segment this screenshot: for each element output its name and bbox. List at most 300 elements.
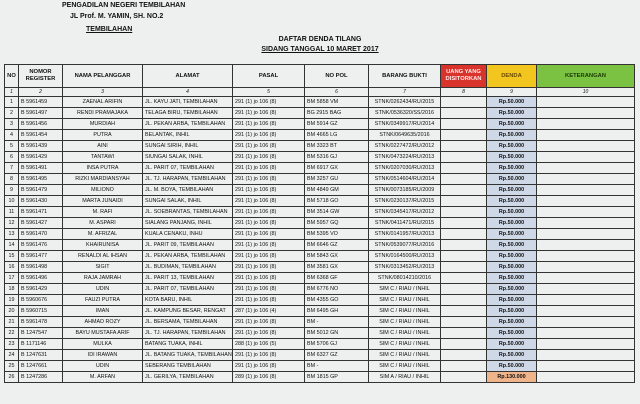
col-nopol: NO POL xyxy=(305,65,369,88)
evidence: STNK/0073185/RU/2009 xyxy=(369,185,441,196)
col-number: 1 xyxy=(5,88,19,97)
evidence: STNK/0411471/RU/2015 xyxy=(369,218,441,229)
offender-name: UDIN xyxy=(63,284,143,295)
offender-address: JL. TJ. HARAPAN, TEMBILAHAN xyxy=(143,174,233,185)
deposited-amount xyxy=(441,108,487,119)
evidence: STNK/0539077/RU/2016 xyxy=(369,240,441,251)
plate-number: BM 5914 GZ xyxy=(305,119,369,130)
fine-amount: Rp.50.000 xyxy=(487,240,537,251)
fine-amount: Rp.50.000 xyxy=(487,350,537,361)
table-row xyxy=(5,372,635,383)
deposited-amount xyxy=(441,163,487,174)
row-number: 7 xyxy=(5,163,19,174)
article: 289 (1) jo 106 (8) xyxy=(233,372,305,383)
article: 291 (1) jo 106 (8) xyxy=(233,240,305,251)
deposited-amount xyxy=(441,284,487,295)
notes xyxy=(537,130,635,141)
table-row xyxy=(5,207,635,218)
evidence: SIM A / RIAU / INHIL xyxy=(369,372,441,383)
deposited-amount xyxy=(441,141,487,152)
deposited-amount xyxy=(441,207,487,218)
offender-name: SIGIT xyxy=(63,262,143,273)
plate-number: BM 3514 GW xyxy=(305,207,369,218)
register-number: B 5961478 xyxy=(19,317,63,328)
col-number: 3 xyxy=(63,88,143,97)
register-number: B 1247547 xyxy=(19,328,63,339)
column-number-row xyxy=(5,88,635,97)
fine-amount: Rp.50.000 xyxy=(487,196,537,207)
table-row xyxy=(5,130,635,141)
fine-amount: Rp.50.000 xyxy=(487,262,537,273)
deposited-amount xyxy=(441,306,487,317)
row-number: 12 xyxy=(5,218,19,229)
fine-amount: Rp.50.000 xyxy=(487,97,537,108)
deposited-amount xyxy=(441,361,487,372)
deposited-amount xyxy=(441,240,487,251)
fine-amount: Rp.50.000 xyxy=(487,207,537,218)
offender-name: MURDIAH xyxy=(63,119,143,130)
fine-amount: Rp.50.000 xyxy=(487,361,537,372)
article: 291 (1) jo 106 (8) xyxy=(233,108,305,119)
offender-address: SIUNGAI SALAK, INHIL xyxy=(143,152,233,163)
row-number: 19 xyxy=(5,295,19,306)
table-row xyxy=(5,174,635,185)
table-row xyxy=(5,163,635,174)
row-number: 23 xyxy=(5,339,19,350)
plate-number: BM 5718 GO xyxy=(305,196,369,207)
table-row xyxy=(5,218,635,229)
plate-number: BM 6917 GX xyxy=(305,163,369,174)
register-number: B 5961497 xyxy=(19,108,63,119)
fine-amount: Rp.50.000 xyxy=(487,328,537,339)
offender-address: JL. PARIT 07, TEMBILAHAN xyxy=(143,284,233,295)
notes xyxy=(537,240,635,251)
offender-address: JL. BATANG TUAKA, TEMBILAHAN xyxy=(143,350,233,361)
row-number: 6 xyxy=(5,152,19,163)
table-row xyxy=(5,119,635,130)
register-number: B 5961496 xyxy=(19,273,63,284)
notes xyxy=(537,163,635,174)
table-row xyxy=(5,273,635,284)
register-number: B 5961430 xyxy=(19,196,63,207)
notes xyxy=(537,108,635,119)
article: 291 (1) jo 106 (8) xyxy=(233,174,305,185)
notes xyxy=(537,262,635,273)
article: 291 (1) jo 106 (8) xyxy=(233,130,305,141)
article: 291 (1) jo 106 (8) xyxy=(233,185,305,196)
fine-amount: Rp.50.000 xyxy=(487,163,537,174)
deposited-amount xyxy=(441,196,487,207)
row-number: 15 xyxy=(5,251,19,262)
row-number: 20 xyxy=(5,306,19,317)
table-row xyxy=(5,361,635,372)
notes xyxy=(537,196,635,207)
offender-name: M. ASPARI xyxy=(63,218,143,229)
court-name: PENGADILAN NEGERI TEMBILAHAN xyxy=(62,2,186,9)
col-name: NAMA PELANGGAR xyxy=(63,65,143,88)
fine-amount: Rp.50.000 xyxy=(487,119,537,130)
table-row xyxy=(5,196,635,207)
offender-address: BELANTAK, INHIL xyxy=(143,130,233,141)
notes xyxy=(537,350,635,361)
fine-amount: Rp.50.000 xyxy=(487,152,537,163)
table-row xyxy=(5,350,635,361)
register-number: B 5961477 xyxy=(19,251,63,262)
evidence: SIM C / RIAU / INHIL xyxy=(369,350,441,361)
row-number: 26 xyxy=(5,372,19,383)
evidence: STNK/0649635/2016 xyxy=(369,130,441,141)
notes xyxy=(537,339,635,350)
evidence: STNK/0164500/RU/2013 xyxy=(369,251,441,262)
offender-address: JL. PARIT 09, TEMBILAHAN xyxy=(143,240,233,251)
offender-address: JL. M. BOYA, TEMBILAHAN xyxy=(143,185,233,196)
register-number: B 5960676 xyxy=(19,295,63,306)
notes xyxy=(537,284,635,295)
evidence: SIM C / RIAU / INHIL xyxy=(369,361,441,372)
evidence: STNK/08014210/2016 xyxy=(369,273,441,284)
deposited-amount xyxy=(441,273,487,284)
col-number: 4 xyxy=(143,88,233,97)
notes xyxy=(537,97,635,108)
fine-amount: Rp.50.000 xyxy=(487,273,537,284)
offender-address: BATANG TUAKA, INHIL xyxy=(143,339,233,350)
fine-amount: Rp.50.000 xyxy=(487,130,537,141)
register-number: B 1171146 xyxy=(19,339,63,350)
table-row xyxy=(5,295,635,306)
offender-name: FAUZI PUTRA xyxy=(63,295,143,306)
row-number: 3 xyxy=(5,119,19,130)
evidence: SIM C / RIAU / INHIL xyxy=(369,306,441,317)
article: 291 (1) jo 106 (8) xyxy=(233,262,305,273)
offender-name: KHAIRUNISA xyxy=(63,240,143,251)
article: 291 (1) jo 106 (8) xyxy=(233,350,305,361)
plate-number: BM 3257 GU xyxy=(305,174,369,185)
notes xyxy=(537,251,635,262)
notes xyxy=(537,328,635,339)
row-number: 14 xyxy=(5,240,19,251)
col-address: ALAMAT xyxy=(143,65,233,88)
fine-amount: Rp.50.000 xyxy=(487,295,537,306)
deposited-amount xyxy=(441,152,487,163)
offender-address: SIALANG PANJANG, INHIL xyxy=(143,218,233,229)
evidence: STNK/0207030/RU/2013 xyxy=(369,163,441,174)
col-number: 5 xyxy=(233,88,305,97)
row-number: 10 xyxy=(5,196,19,207)
fine-table xyxy=(4,64,635,383)
plate-number: BM 6495 GH xyxy=(305,306,369,317)
notes xyxy=(537,273,635,284)
table-row xyxy=(5,317,635,328)
table-row xyxy=(5,108,635,119)
deposited-amount xyxy=(441,328,487,339)
fine-amount: Rp.50.000 xyxy=(487,284,537,295)
offender-name: IMAN xyxy=(63,306,143,317)
table-row xyxy=(5,306,635,317)
row-number: 25 xyxy=(5,361,19,372)
deposited-amount xyxy=(441,229,487,240)
offender-address: JL. BUDIMAN, TEMBILAHAN xyxy=(143,262,233,273)
fine-amount: Rp.50.000 xyxy=(487,229,537,240)
article: 291 (1) jo 106 (8) xyxy=(233,251,305,262)
plate-number: BM 6776 NO xyxy=(305,284,369,295)
offender-address: JL. PARIT 13, TEMBILAHAN xyxy=(143,273,233,284)
row-number: 1 xyxy=(5,97,19,108)
register-number: B 5961479 xyxy=(19,185,63,196)
plate-number: BM 5843 GX xyxy=(305,251,369,262)
article: 287 (1) jo 106 (4) xyxy=(233,306,305,317)
notes xyxy=(537,306,635,317)
notes xyxy=(537,141,635,152)
offender-address: TELAGA BIRU, TEMBILAHAN xyxy=(143,108,233,119)
register-number: B 5961429 xyxy=(19,152,63,163)
deposited-amount xyxy=(441,130,487,141)
col-number: 9 xyxy=(487,88,537,97)
court-city: TEMBILAHAN xyxy=(86,26,133,33)
row-number: 4 xyxy=(5,130,19,141)
evidence: STNK/0227472/RU/2012 xyxy=(369,141,441,152)
evidence: STNK/0230137/RU/2015 xyxy=(369,196,441,207)
notes xyxy=(537,229,635,240)
article: 291 (1) jo 106 (8) xyxy=(233,119,305,130)
col-number: 6 xyxy=(305,88,369,97)
deposited-amount xyxy=(441,372,487,383)
offender-address: JL. PEKAN ARBA, TEMBILAHAN xyxy=(143,251,233,262)
row-number: 9 xyxy=(5,185,19,196)
register-number: B 5961470 xyxy=(19,229,63,240)
deposited-amount xyxy=(441,251,487,262)
offender-name: RAJA JAMRAH xyxy=(63,273,143,284)
register-number: B 5961454 xyxy=(19,130,63,141)
article: 291 (1) jo 106 (8) xyxy=(233,218,305,229)
col-fine: DENDA xyxy=(487,65,537,88)
notes xyxy=(537,185,635,196)
notes xyxy=(537,152,635,163)
offender-address: KUALA CENAKU, INHU xyxy=(143,229,233,240)
notes xyxy=(537,119,635,130)
col-number: 10 xyxy=(537,88,635,97)
plate-number: BM 3581 GX xyxy=(305,262,369,273)
plate-number: BM - xyxy=(305,361,369,372)
article: 288 (1) jo 106 (5) xyxy=(233,339,305,350)
evidence: SIM C / RIAU / INHIL xyxy=(369,284,441,295)
offender-name: UDIN xyxy=(63,361,143,372)
table-row xyxy=(5,229,635,240)
offender-name: MILIONO xyxy=(63,185,143,196)
notes xyxy=(537,295,635,306)
evidence: STNK/0536320/SS/2016 xyxy=(369,108,441,119)
offender-address: JL. PARIT 07, TEMBILAHAN xyxy=(143,163,233,174)
article: 291 (1) jo 106 (8) xyxy=(233,317,305,328)
table-row xyxy=(5,251,635,262)
table-header xyxy=(5,65,635,88)
offender-name: ZAENAL ARIFIN xyxy=(63,97,143,108)
article: 291 (1) jo 106 (8) xyxy=(233,97,305,108)
register-number: B 1247631 xyxy=(19,350,63,361)
plate-number: BM 6646 GZ xyxy=(305,240,369,251)
offender-address: SUNGAI SIRIH, INHIL xyxy=(143,141,233,152)
fine-amount: Rp.50.000 xyxy=(487,141,537,152)
deposited-amount xyxy=(441,174,487,185)
table-row xyxy=(5,240,635,251)
offender-address: SEBERANG TEMBILAHAN xyxy=(143,361,233,372)
notes xyxy=(537,317,635,328)
deposited-amount xyxy=(441,317,487,328)
offender-name: MARTA JUNAIDI xyxy=(63,196,143,207)
deposited-amount xyxy=(441,295,487,306)
offender-name: PUTRA xyxy=(63,130,143,141)
offender-name: RENALDI AL IHSAN xyxy=(63,251,143,262)
article: 291 (1) jo 106 (8) xyxy=(233,328,305,339)
evidence: STNK/0313452/RU/2013 xyxy=(369,262,441,273)
plate-number: BM 3323 BT xyxy=(305,141,369,152)
col-evidence: BARANG BUKTI xyxy=(369,65,441,88)
row-number: 13 xyxy=(5,229,19,240)
register-number: B 5960715 xyxy=(19,306,63,317)
table-row xyxy=(5,328,635,339)
deposited-amount xyxy=(441,97,487,108)
article: 291 (1) jo 106 (8) xyxy=(233,152,305,163)
table-row xyxy=(5,185,635,196)
article: 291 (1) jo 106 (8) xyxy=(233,196,305,207)
plate-number: BM 5706 GJ xyxy=(305,339,369,350)
row-number: 18 xyxy=(5,284,19,295)
table-row xyxy=(5,262,635,273)
register-number: B 5961439 xyxy=(19,141,63,152)
plate-number: BM 5012 GN xyxy=(305,328,369,339)
register-number: B 5961476 xyxy=(19,240,63,251)
fine-amount: Rp.50.000 xyxy=(487,317,537,328)
deposited-amount xyxy=(441,339,487,350)
offender-address: JL. BERSAMA, TEMBILAHAN xyxy=(143,317,233,328)
table-body xyxy=(5,97,635,383)
register-number: B 5961498 xyxy=(19,262,63,273)
plate-number: BM 6368 GF xyxy=(305,273,369,284)
notes xyxy=(537,218,635,229)
notes xyxy=(537,174,635,185)
col-number: 8 xyxy=(441,88,487,97)
row-number: 2 xyxy=(5,108,19,119)
fine-amount: Rp.50.000 xyxy=(487,339,537,350)
offender-address: JL. KAMPUNG BESAR, RENGAT xyxy=(143,306,233,317)
offender-name: AINI xyxy=(63,141,143,152)
col-deposited: UANG YANG DISITORKAN xyxy=(441,65,487,88)
offender-name: AHMAD ROZY xyxy=(63,317,143,328)
evidence: STNK/0473224/RU/2013 xyxy=(369,152,441,163)
offender-name: MULKA xyxy=(63,339,143,350)
deposited-amount xyxy=(441,262,487,273)
fine-amount: Rp.50.000 xyxy=(487,251,537,262)
fine-amount: Rp.50.000 xyxy=(487,306,537,317)
offender-address: JL. PEKAN ARBA, TEMBILAHAN xyxy=(143,119,233,130)
plate-number: BM 4849 GM xyxy=(305,185,369,196)
offender-name: M. ARFAN xyxy=(63,372,143,383)
table-row xyxy=(5,284,635,295)
register-number: B 1247661 xyxy=(19,361,63,372)
col-number: 7 xyxy=(369,88,441,97)
offender-address: JL. TJ. HARAPAN, TEMBILAHAN xyxy=(143,328,233,339)
fine-amount: Rp.50.000 xyxy=(487,108,537,119)
plate-number: BM 4665 LG xyxy=(305,130,369,141)
table-row xyxy=(5,152,635,163)
deposited-amount xyxy=(441,350,487,361)
table-row xyxy=(5,97,635,108)
evidence: SIM C / RIAU / INHIL xyxy=(369,339,441,350)
plate-number: BM 5957 GQ xyxy=(305,218,369,229)
evidence: STNK/0514604/RU/2014 xyxy=(369,174,441,185)
offender-name: RIZKI MARDIANSYAH xyxy=(63,174,143,185)
offender-address: JL. SOEBRANTAS, TEMBILAHAN xyxy=(143,207,233,218)
fine-amount: Rp.50.000 xyxy=(487,185,537,196)
plate-number: BM 4355 GO xyxy=(305,295,369,306)
col-pasal: PASAL xyxy=(233,65,305,88)
col-number: 2 xyxy=(19,88,63,97)
plate-number: BG 2915 BAG xyxy=(305,108,369,119)
row-number: 22 xyxy=(5,328,19,339)
register-number: B 5961456 xyxy=(19,119,63,130)
row-number: 16 xyxy=(5,262,19,273)
article: 291 (1) jo 106 (8) xyxy=(233,141,305,152)
plate-number: BM 5858 VM xyxy=(305,97,369,108)
evidence: STNK/0141957/RU/2013 xyxy=(369,229,441,240)
plate-number: BM 5316 GJ xyxy=(305,152,369,163)
fine-amount: Rp.130.000 xyxy=(487,372,537,383)
notes xyxy=(537,372,635,383)
article: 291 (1) jo 106 (8) xyxy=(233,284,305,295)
offender-name: RENDI PRAMAJAKA xyxy=(63,108,143,119)
plate-number: BM 1815 GP xyxy=(305,372,369,383)
row-number: 11 xyxy=(5,207,19,218)
row-number: 24 xyxy=(5,350,19,361)
article: 291 (1) jo 106 (8) xyxy=(233,273,305,284)
register-number: B 5961459 xyxy=(19,97,63,108)
plate-number: BM 5395 VO xyxy=(305,229,369,240)
evidence: STNK/0345417/RU/2012 xyxy=(369,207,441,218)
document-title: DAFTAR DENDA TILANG xyxy=(278,36,362,43)
deposited-amount xyxy=(441,185,487,196)
notes xyxy=(537,361,635,372)
session-date: SIDANG TANGGAL 10 MARET 2017 xyxy=(261,46,379,53)
plate-number: BM 6327 GZ xyxy=(305,350,369,361)
plate-number: BM - xyxy=(305,317,369,328)
offender-address: SUNGAI SALAK, INHIL xyxy=(143,196,233,207)
deposited-amount xyxy=(441,119,487,130)
register-number: B 5961429 xyxy=(19,284,63,295)
row-number: 8 xyxy=(5,174,19,185)
notes xyxy=(537,207,635,218)
article: 291 (1) jo 106 (8) xyxy=(233,361,305,372)
row-number: 5 xyxy=(5,141,19,152)
row-number: 17 xyxy=(5,273,19,284)
register-number: B 5961427 xyxy=(19,218,63,229)
col-register: NOMOR REGISTER xyxy=(19,65,63,88)
deposited-amount xyxy=(441,218,487,229)
offender-name: TANTAWI xyxy=(63,152,143,163)
evidence: SIM C / RIAU / INHIL xyxy=(369,317,441,328)
evidence: STNK/0349917/RU/2014 xyxy=(369,119,441,130)
offender-name: INSA PUTRA xyxy=(63,163,143,174)
article: 291 (1) jo 106 (8) xyxy=(233,163,305,174)
article: 291 (1) jo 106 (8) xyxy=(233,207,305,218)
col-notes: KETERANGAN xyxy=(537,65,635,88)
fine-amount: Rp.50.000 xyxy=(487,174,537,185)
row-number: 21 xyxy=(5,317,19,328)
offender-name: M. RAFI xyxy=(63,207,143,218)
register-number: B 5961471 xyxy=(19,207,63,218)
offender-address: KOTA BARU, INHIL xyxy=(143,295,233,306)
offender-address: JL. KAYU JATI, TEMBILAHAN xyxy=(143,97,233,108)
evidence: STNK/0262434/RU/2015 xyxy=(369,97,441,108)
evidence: SIM C / RIAU / INHIL xyxy=(369,328,441,339)
